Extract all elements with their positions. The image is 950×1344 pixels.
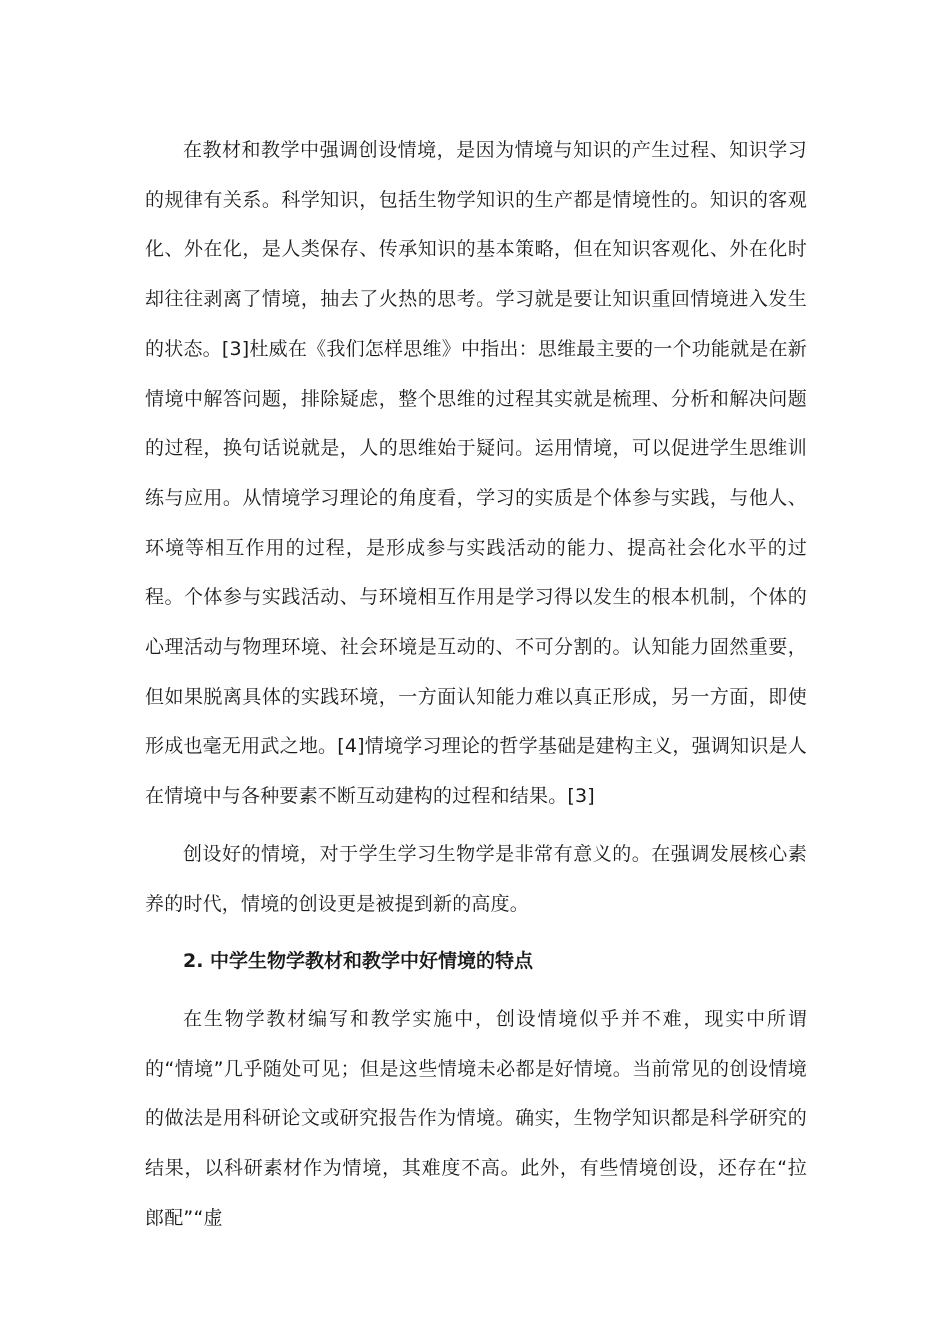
paragraph-3: 在生物学教材编写和教学实施中，创设情境似乎并不难，现实中所谓的“情境”几乎随处可见；但是这些情境未必都是好情境。当前常见的创设情境的做法是用科研论文或研究报告作为情境。确实，生物学知识都是科学研究的结果，以科研素材作为情境，其难度不高。此外，有些情境创设，还存在“拉郎配”“虚	[145, 1007, 807, 1229]
paragraph-2: 创设好的情境，对于学生学习生物学是非常有意义的。在强调发展核心素养的时代，情境的创设更是被提到新的高度。	[145, 842, 807, 915]
paragraph-1: 在教材和教学中强调创设情境，是因为情境与知识的产生过程、知识学习的规律有关系。科学知识，包括生物学知识的生产都是情境性的。知识的客观化、外在化，是人类保存、传承知识的基本策略，但在知识客观化、外在化时却往往剥离了情境，抽去了火热的思考。学习就是要让知识重回情境进入发生的状态。[3]杜威在《我们怎样思维》中指出：思维最主要的一个功能就是在新情境中解答问题，排除疑虑，整个思维的过程其实就是梳理、分析和解决问题的过程，换句话说就是，人的思维始于疑问。运用情境，可以促进学生思维训练与应用。从情境学习理论的角度看，学习的实质是个体参与实践，与他人、环境等相互作用的过程，是形成参与实践活动的能力、提高社会化水平的过程。个体参与实践活动、与环境相互作用是学习得以发生的根本机制，个体的心理活动与物理环境、社会环境是互动的、不可分割的。认知能力固然重要，但如果脱离具体的实践环境，一方面认知能力难以真正形成，另一方面，即使形成也毫无用武之地。[4]情境学习理论的哲学基础是建构主义，强调知识是人在情境中与各种要素不断互动建构的过程和结果。[3]	[145, 139, 807, 808]
section-heading: 2. 中学生物学教材和教学中好情境的特点	[183, 950, 534, 973]
document-page	[145, 126, 807, 1243]
